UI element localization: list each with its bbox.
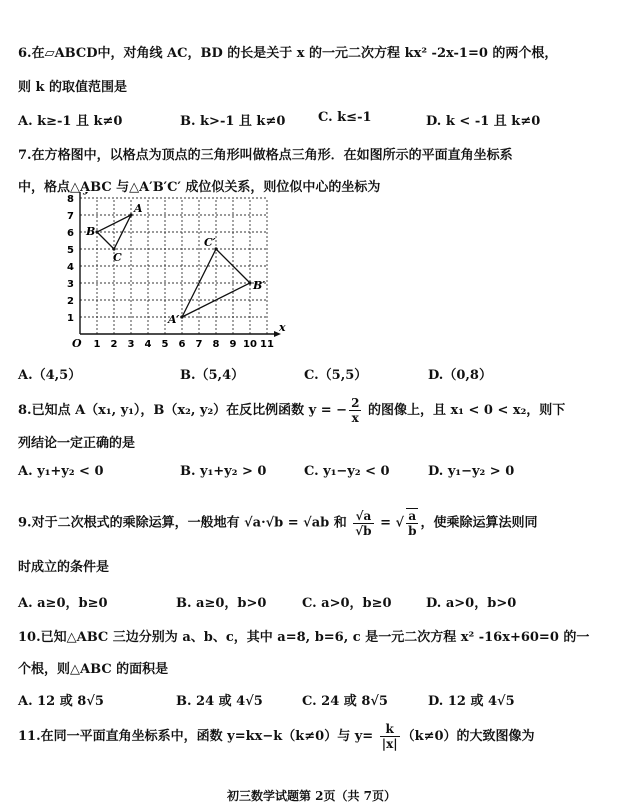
point-A xyxy=(129,213,132,216)
x-tick-label: 3 xyxy=(127,339,135,350)
q10-option-d: D. 12 或 4√5 xyxy=(428,694,515,709)
point-label: A xyxy=(134,202,143,215)
q8-fraction xyxy=(349,396,361,425)
point-label: C′ xyxy=(204,236,216,249)
y-tick-label: 7 xyxy=(67,211,74,222)
point-label: B′ xyxy=(253,279,266,292)
x-tick-label: 4 xyxy=(144,339,152,350)
x-tick-label: 1 xyxy=(93,339,101,350)
q9-stem-line1 xyxy=(18,508,537,538)
y-tick-label: 1 xyxy=(67,313,74,324)
y-tick-label: 4 xyxy=(67,262,74,273)
q8-option-c: C. y₁−y₂ < 0 xyxy=(304,464,390,479)
x-tick-label: 10 xyxy=(243,339,257,350)
x-tick-label: 2 xyxy=(110,339,118,350)
origin-label: O xyxy=(72,337,82,350)
x-tick-label: 6 xyxy=(178,339,186,350)
q8-fraction-den: x xyxy=(351,411,359,425)
coordinate-grid-figure xyxy=(58,192,298,352)
q11-fraction-den: |x| xyxy=(381,737,398,751)
q9-option-a: A. a≥0，b≥0 xyxy=(18,596,108,611)
q11-stem-pre: 11.在同一平面直角坐标系中，函数 y=kx−k（k≠0）与 y= xyxy=(18,729,378,744)
q10-option-b: B. 24 或 4√5 xyxy=(176,694,263,709)
q9-stem-post: ，使乘除运算法则同 xyxy=(420,515,538,531)
q6-stem-line2: 则 k 的取值范围是 xyxy=(18,80,128,95)
q7-option-c: C.（5,5） xyxy=(304,368,368,383)
point-label: B xyxy=(86,225,96,238)
q7-option-d: D.（0,8） xyxy=(428,368,492,383)
point-label: C xyxy=(113,251,122,264)
y-tick-label: 2 xyxy=(67,296,74,307)
q8-stem-line1 xyxy=(18,396,565,425)
y-tick-label: 3 xyxy=(67,279,74,290)
q9-stem-mid: = √ xyxy=(375,515,405,531)
y-tick-label: 5 xyxy=(67,245,74,256)
point-B xyxy=(95,230,98,233)
y-tick-label: 6 xyxy=(67,228,74,239)
q6-option-d: D. k < -1 且 k≠0 xyxy=(426,114,541,129)
q10-stem-line1: 10.已知△ABC 三边分别为 a、b、c，其中 a=8, b=6, c 是一元二次方程 x² -16x+60=0 的一 xyxy=(18,630,590,645)
x-tick-label: 11 xyxy=(260,339,274,350)
q9-fraction-1 xyxy=(353,509,373,538)
q11-stem-post: （k≠0）的大致图像为 xyxy=(401,729,535,744)
q9-option-d: D. a>0，b>0 xyxy=(426,596,517,611)
y-tick-label: 8 xyxy=(67,194,74,205)
q11-stem-line1 xyxy=(18,722,535,751)
q8-stem-post: 的图像上，且 x₁ < 0 < x₂，则下 xyxy=(363,403,566,418)
x-axis-label: x xyxy=(279,321,286,334)
y-axis-label xyxy=(82,192,91,195)
q6-stem-line1: 6.在▱ABCD中，对角线 AC，BD 的长是关于 x 的一元二次方程 kx² -2x-1=0 的两个根， xyxy=(18,46,558,61)
q9-fraction-2-num: a xyxy=(406,509,418,524)
grid-svg xyxy=(58,192,298,352)
q10-stem-line2: 个根，则△ABC 的面积是 xyxy=(18,662,169,677)
q6-option-a: A. k≥-1 且 k≠0 xyxy=(18,114,123,129)
q8-fraction-num: 2 xyxy=(351,396,360,410)
q11-fraction xyxy=(380,722,400,751)
q9-option-b: B. a≥0，b>0 xyxy=(176,596,267,611)
q6-option-b: B. k>-1 且 k≠0 xyxy=(180,114,286,129)
x-tick-label: 5 xyxy=(161,339,169,350)
q6-option-c: C. k≤-1 xyxy=(318,110,372,125)
point-label: A′ xyxy=(168,313,180,326)
point-A′ xyxy=(180,315,183,318)
q10-option-c: C. 24 或 8√5 xyxy=(302,694,388,709)
q9-stem-pre: 9.对于二次根式的乘除运算，一般地有 √a·√b = √ab 和 xyxy=(18,515,352,531)
q8-option-b: B. y₁+y₂ > 0 xyxy=(180,464,267,479)
q8-option-d: D. y₁−y₂ > 0 xyxy=(428,464,515,479)
x-tick-label: 8 xyxy=(212,339,220,350)
q9-option-c: C. a>0，b≥0 xyxy=(302,596,392,611)
q9-fraction-1-num: √a xyxy=(353,509,373,524)
x-tick-label: 7 xyxy=(195,339,203,350)
q7-stem-line2: 中，格点△ABC 与△A′B′C′ 成位似关系，则位似中心的坐标为 xyxy=(18,180,381,195)
q9-fraction-1-den: √b xyxy=(355,523,372,538)
q9-fraction-2-den: b xyxy=(408,524,417,538)
q10-option-a: A. 12 或 8√5 xyxy=(18,694,104,709)
q9-stem-line2: 时成立的条件是 xyxy=(18,560,110,575)
page-footer: 初三数学试题第 2页（共 7页） xyxy=(226,789,397,803)
q7-stem-line1: 7.在方格图中，以格点为顶点的三角形叫做格点三角形．在如图所示的平面直角坐标系 xyxy=(18,148,513,163)
q8-stem-line2: 列结论一定正确的是 xyxy=(18,436,136,451)
q7-option-a: A.（4,5） xyxy=(18,368,82,383)
q8-stem-pre: 8.已知点 A（x₁, y₁），B（x₂, y₂）在反比例函数 y = − xyxy=(18,403,348,418)
q8-option-a: A. y₁+y₂ < 0 xyxy=(18,464,104,479)
x-tick-label: 9 xyxy=(229,339,237,350)
point-B′ xyxy=(248,281,251,284)
q11-fraction-num: k xyxy=(380,722,400,737)
q9-fraction-2 xyxy=(406,508,418,538)
q7-option-b: B.（5,4） xyxy=(180,368,245,383)
